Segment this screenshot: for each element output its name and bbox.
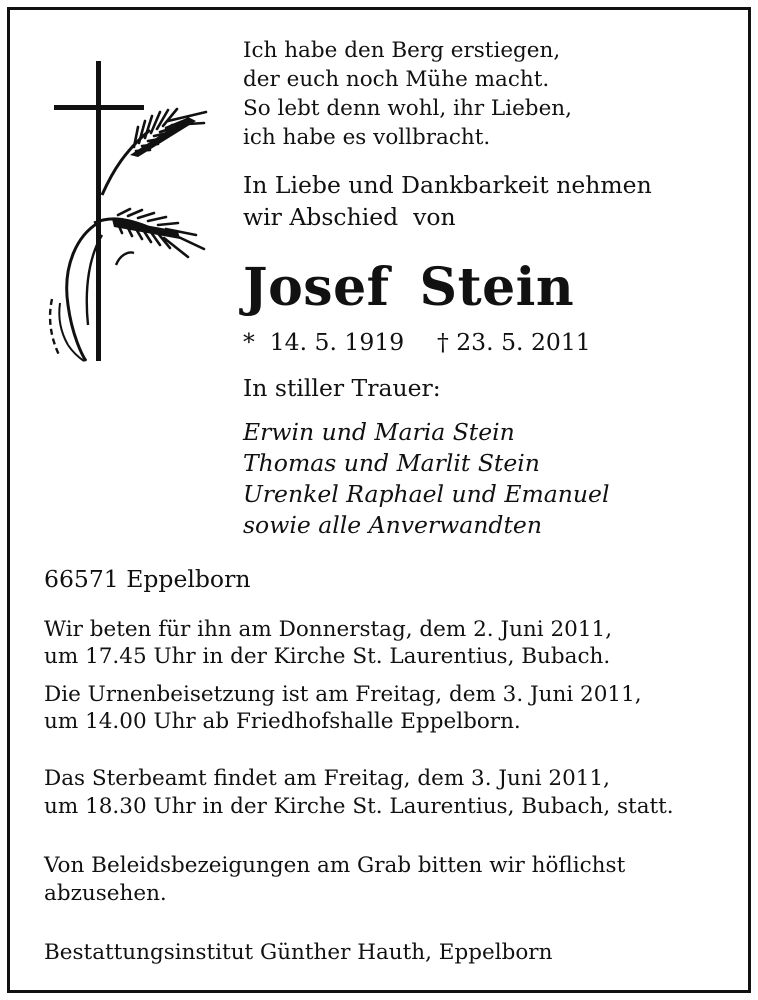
mourner-4: sowie alle Anverwandten — [243, 511, 542, 539]
place-line: 66571 Eppelborn — [44, 565, 251, 593]
notice-prayer-line-2: um 17.45 Uhr in der Kirche St. Laurentius, Bubach. — [44, 644, 611, 669]
intro-line-1: In Liebe und Dankbarkeit nehmen — [243, 171, 652, 199]
birth-date: * 14. 5. 1919 — [243, 328, 405, 356]
mourning-heading: In stiller Trauer: — [243, 374, 441, 402]
death-date: † 23. 5. 2011 — [437, 328, 591, 356]
poem-line-2: der euch noch Mühe macht. — [243, 67, 550, 92]
notice-urn-line-1: Die Urnenbeisetzung ist am Freitag, dem 3. Juni 2011, — [44, 682, 642, 707]
first-name: Josef — [243, 257, 390, 318]
mourner-2: Thomas und Marlit Stein — [243, 449, 540, 477]
cross-with-wheat-icon — [38, 55, 210, 367]
poem-line-4: ich habe es vollbracht. — [243, 125, 491, 150]
notice-mass-line-1: Das Sterbeamt findet am Freitag, dem 3. Juni 2011, — [44, 766, 610, 791]
funeral-home-line: Bestattungsinstitut Günther Hauth, Eppelborn — [44, 940, 553, 965]
notice-condolence-line-1: Von Beleidsbezeigungen am Grab bitten wir höflichst — [44, 853, 626, 878]
notice-urn-line-2: um 14.00 Uhr ab Friedhofshalle Eppelborn. — [44, 709, 521, 734]
mourner-1: Erwin und Maria Stein — [243, 418, 515, 446]
poem-line-1: Ich habe den Berg erstiegen, — [243, 38, 561, 63]
intro-line-2: wir Abschied von — [243, 203, 456, 231]
notice-mass-line-2: um 18.30 Uhr in der Kirche St. Laurentius, Bubach, statt. — [44, 794, 674, 819]
last-name: Stein — [419, 257, 575, 318]
deceased-name — [243, 258, 574, 318]
mourner-3: Urenkel Raphael und Emanuel — [243, 480, 610, 508]
poem-line-3: So lebt denn wohl, ihr Lieben, — [243, 96, 572, 121]
notice-prayer-line-1: Wir beten für ihn am Donnerstag, dem 2. Juni 2011, — [44, 617, 613, 642]
notice-condolence-line-2: abzusehen. — [44, 881, 167, 906]
